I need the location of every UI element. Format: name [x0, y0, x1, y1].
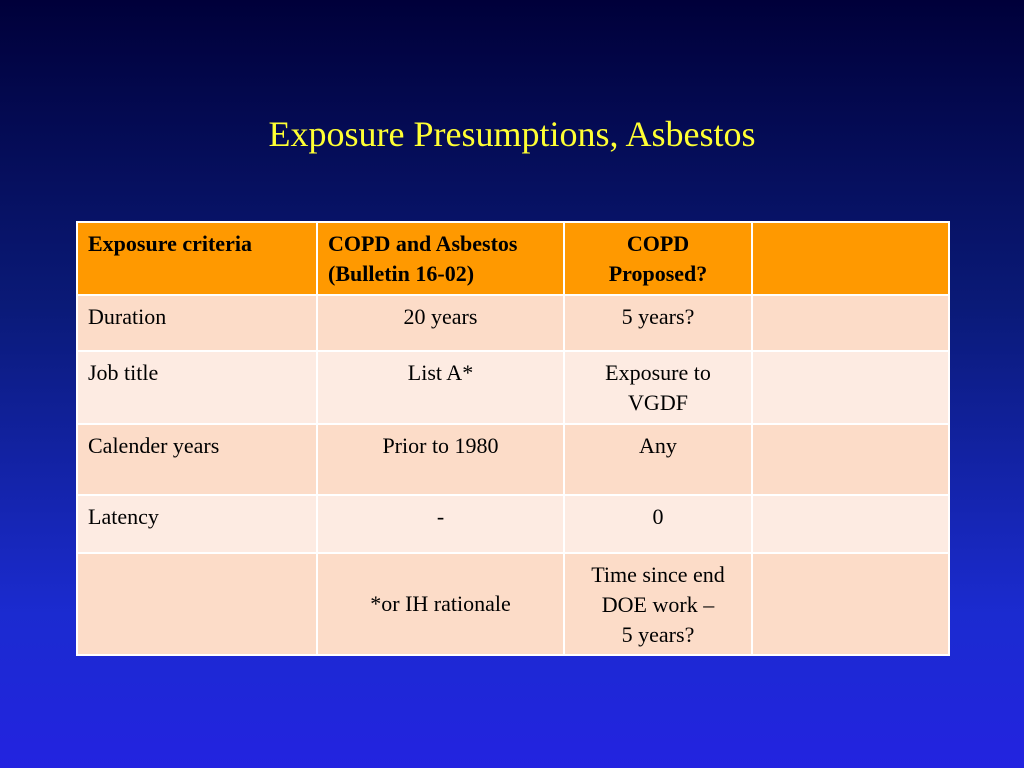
- header-line: COPD: [626, 231, 690, 256]
- table-row-calender-years: [77, 424, 949, 495]
- table-cell: [77, 424, 317, 495]
- cell-line: 5 years?: [621, 304, 695, 329]
- header-line: COPD and Asbestos: [328, 231, 518, 256]
- table-cell: [317, 553, 564, 655]
- table-cell: [317, 495, 564, 553]
- cell-line: 0: [652, 504, 664, 529]
- cell-line: Time since end: [591, 562, 725, 587]
- exposure-table: [76, 221, 950, 656]
- table-cell: [317, 295, 564, 351]
- cell-line: Job title: [88, 360, 159, 385]
- header-cell-exposure-criteria: [77, 222, 317, 295]
- cell-line: 20 years: [403, 304, 478, 329]
- table-cell: [564, 424, 752, 495]
- cell-line: List A*: [407, 360, 474, 385]
- cell-line: *or IH rationale: [370, 591, 511, 616]
- header-line: Proposed?: [608, 261, 708, 286]
- table-cell: [77, 553, 317, 655]
- table-cell: [77, 295, 317, 351]
- header-line: (Bulletin 16-02): [328, 261, 475, 286]
- header-cell-copd-proposed: [564, 222, 752, 295]
- table-cell: [752, 295, 949, 351]
- table-row-notes: [77, 553, 949, 655]
- table-cell: [564, 495, 752, 553]
- table-cell: [77, 495, 317, 553]
- cell-line: Prior to 1980: [382, 433, 499, 458]
- table-header-row: [77, 222, 949, 295]
- table-cell: [77, 351, 317, 424]
- cell-line: 5 years?: [621, 622, 695, 647]
- table-cell: [564, 553, 752, 655]
- header-line: Exposure criteria: [88, 231, 252, 256]
- table-cell: [564, 295, 752, 351]
- table-row-duration: [77, 295, 949, 351]
- table-cell: [564, 351, 752, 424]
- table-row-job-title: [77, 351, 949, 424]
- cell-line: Exposure to: [605, 360, 711, 385]
- table-row-latency: [77, 495, 949, 553]
- header-cell-copd-and-asbestos: [317, 222, 564, 295]
- cell-line: Any: [639, 433, 677, 458]
- table-cell: [317, 424, 564, 495]
- cell-line: DOE work –: [601, 592, 715, 617]
- slide-title: Exposure Presumptions, Asbestos: [268, 114, 756, 154]
- table-cell: [752, 351, 949, 424]
- table-cell: [752, 553, 949, 655]
- cell-line: VGDF: [628, 390, 688, 415]
- table-cell: [317, 351, 564, 424]
- header-cell-empty: [752, 222, 949, 295]
- cell-line: Calender years: [88, 433, 220, 458]
- cell-line: Latency: [88, 504, 159, 529]
- table-cell: [752, 424, 949, 495]
- table-cell: [752, 495, 949, 553]
- cell-line: -: [436, 504, 445, 529]
- cell-line: Duration: [88, 304, 167, 329]
